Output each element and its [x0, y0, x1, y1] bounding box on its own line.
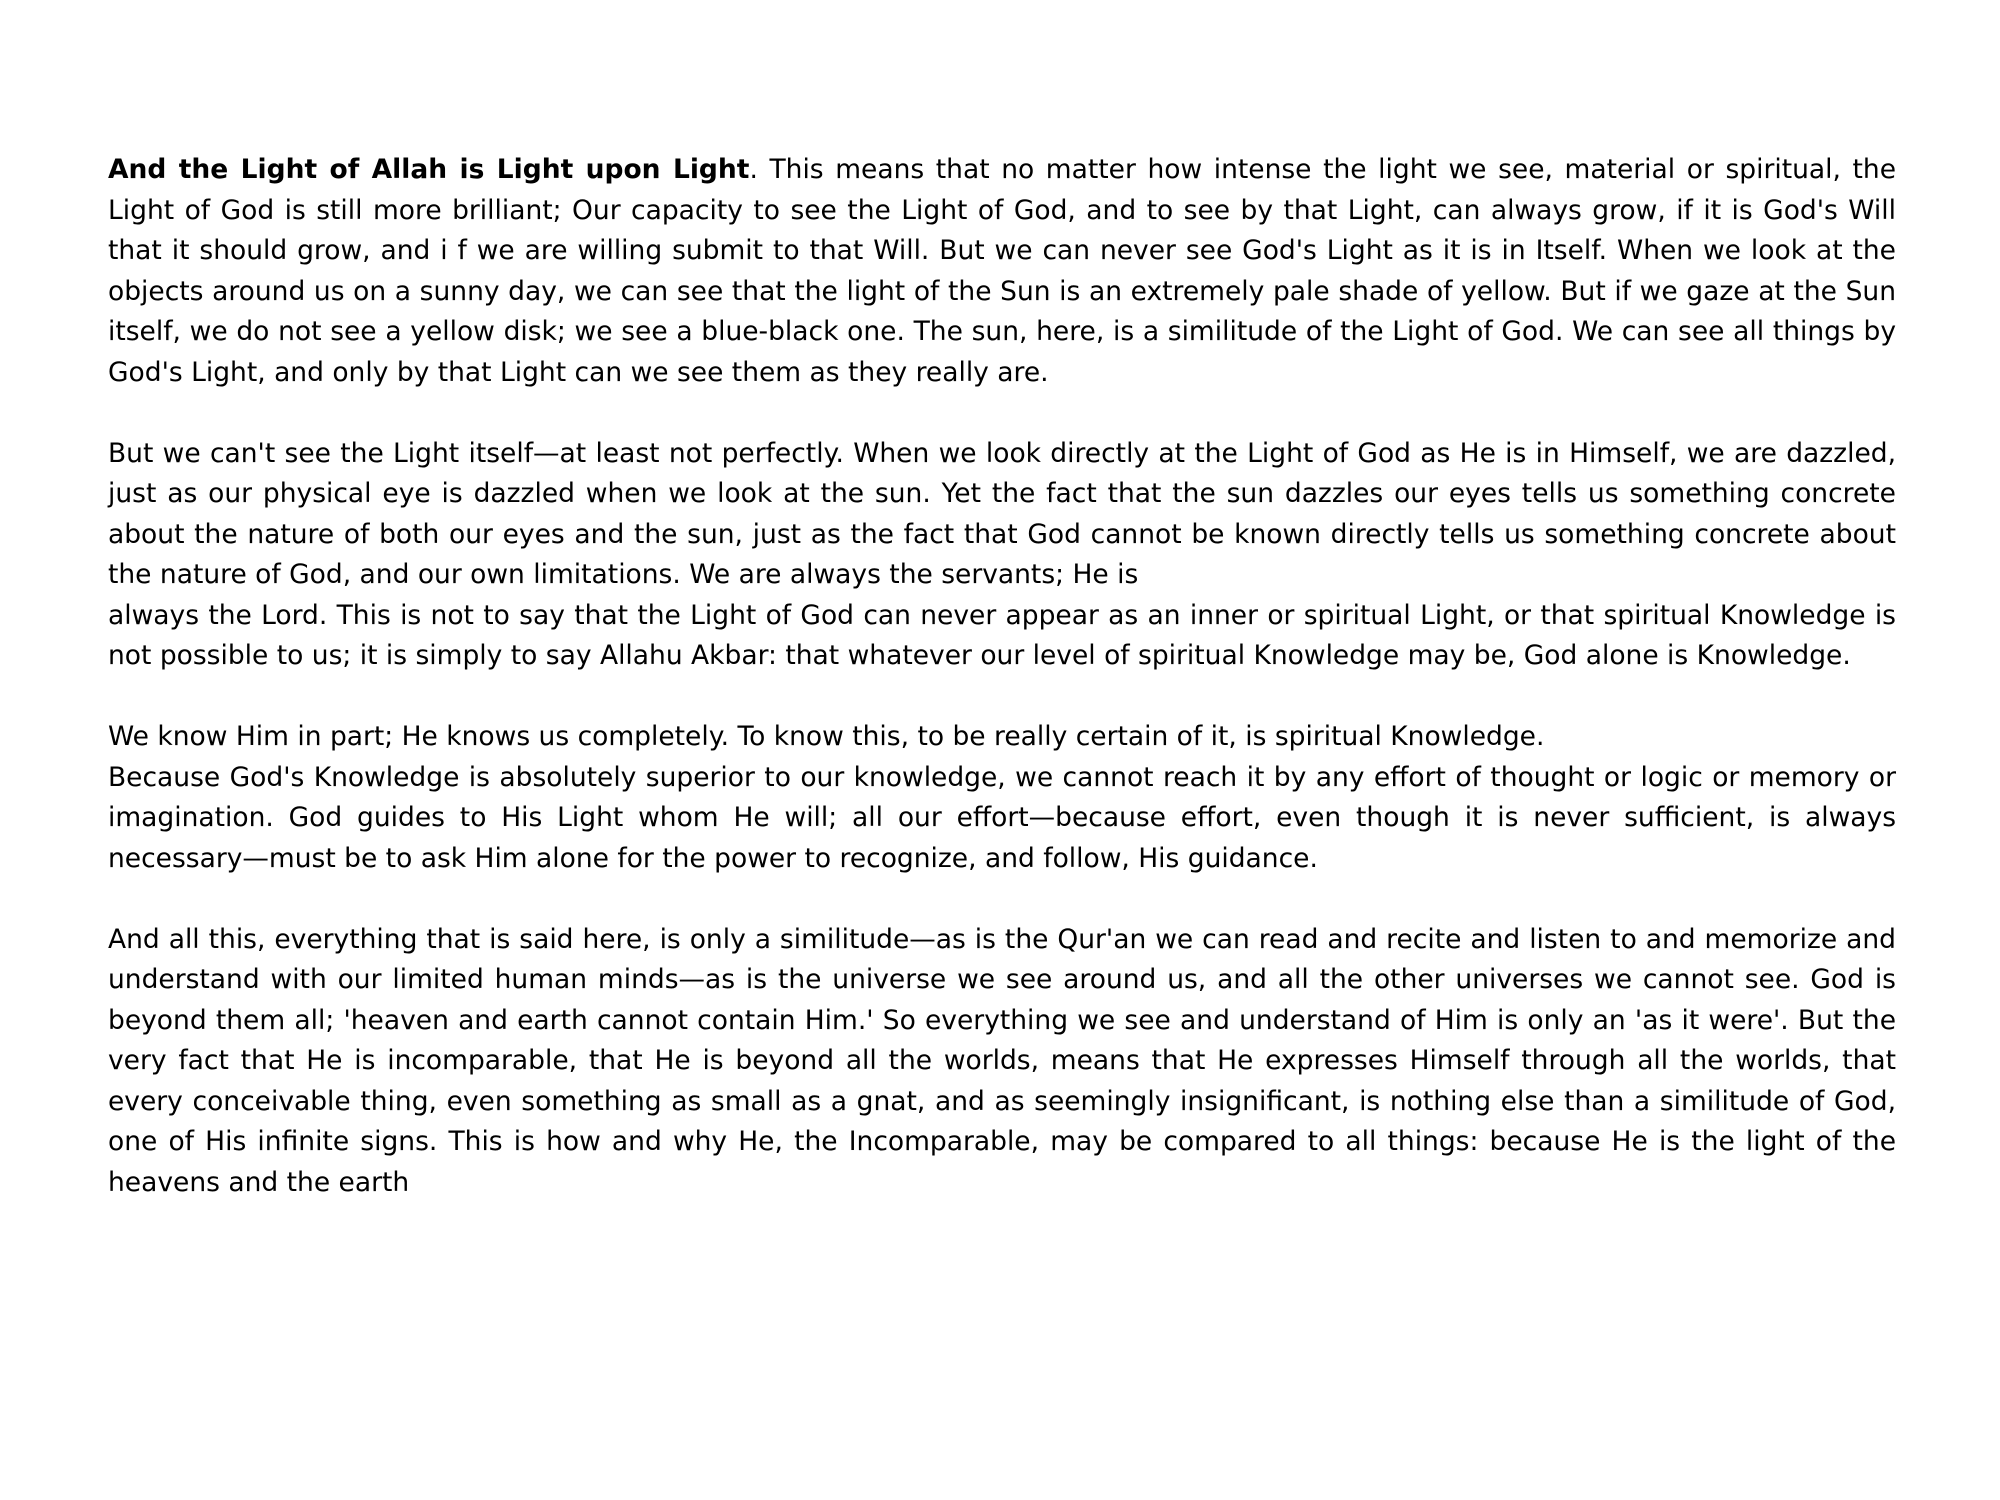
paragraph-spacer — [108, 879, 1896, 920]
paragraph-text: . This means that no matter how intense the light we see, material or spiritual, the Light of God is still more brilliant; Our capacity to see the Light of God, and to see by that Light, can always grow, if it is God's Will that it should grow, and i f we are willing submit to that Will. But we can never see God's Light as it is in Itself. When we look at the objects around us on a sunny day, we can see that the light of the Sun is an extremely pale shade of yellow. But if we gaze at the Sun itself, we do not see a yellow disk; we see a blue-black one. The sun, here, is a similitude of the Light of God. We can see all things by God's Light, and only by that Light can we see them as they really are. — [108, 154, 1897, 388]
paragraph-always-the-lord: always the Lord. This is not to say that the Light of God can never appear as an inner or spiritual Light, or that spiritual Knowledge is not possible to us; it is simply to say Allahu Akbar: that whatever our level of spiritual Knowledge may be, God alone is Knowledge. — [108, 599, 1896, 671]
paragraph-spacer — [108, 677, 1896, 718]
paragraph-gods-knowledge: Because God's Knowledge is absolutely superior to our knowledge, we cannot reach it by any effort of thought or logic or memory or imagination. God guides to His Light whom He will; all our effort—because effort, even though it is never sufficient, is always necessary—must be to ask Him alone for the power to recognize, and follow, His guidance. — [108, 761, 1896, 874]
paragraph-light-upon-light — [108, 150, 1896, 393]
paragraph-know-him-in-part: We know Him in part; He knows us completely. To know this, to be really certain of it, is spiritual Knowledge. — [108, 721, 1545, 752]
document-body — [108, 150, 1896, 1203]
paragraph-dazzled: But we can't see the Light itself—at least not perfectly. When we look directly at the Light of God as He is in Himself, we are dazzled, just as our physical eye is dazzled when we look at the sun. Yet the fact that the sun dazzles our eyes tells us something concrete about the nature of both our eyes and the sun, just as the fact that God cannot be known directly tells us something concrete about the nature of God, and our own limitations. We are always the servants; He is — [108, 437, 1896, 590]
paragraph-spacer — [108, 393, 1896, 434]
paragraph-similitude: And all this, everything that is said here, is only a similitude—as is the Qur'an we can read and recite and listen to and memorize and understand with our limited human minds—as is the universe we see around us, and all the other universes we cannot see. God is beyond them all; 'heaven and earth cannot contain Him.' So everything we see and understand of Him is only an 'as it were'. But the very fact that He is incomparable, that He is beyond all the worlds, means that He expresses Himself through all the worlds, that every conceivable thing, even something as small as a gnat, and as seemingly insignificant, is nothing else than a similitude of God, one of His infinite signs. This is how and why He, the Incomparable, may be compared to all things: because He is the light of the heavens and the earth — [108, 923, 1896, 1198]
paragraph-lead-heading: And the Light of Allah is Light upon Light — [108, 154, 750, 185]
